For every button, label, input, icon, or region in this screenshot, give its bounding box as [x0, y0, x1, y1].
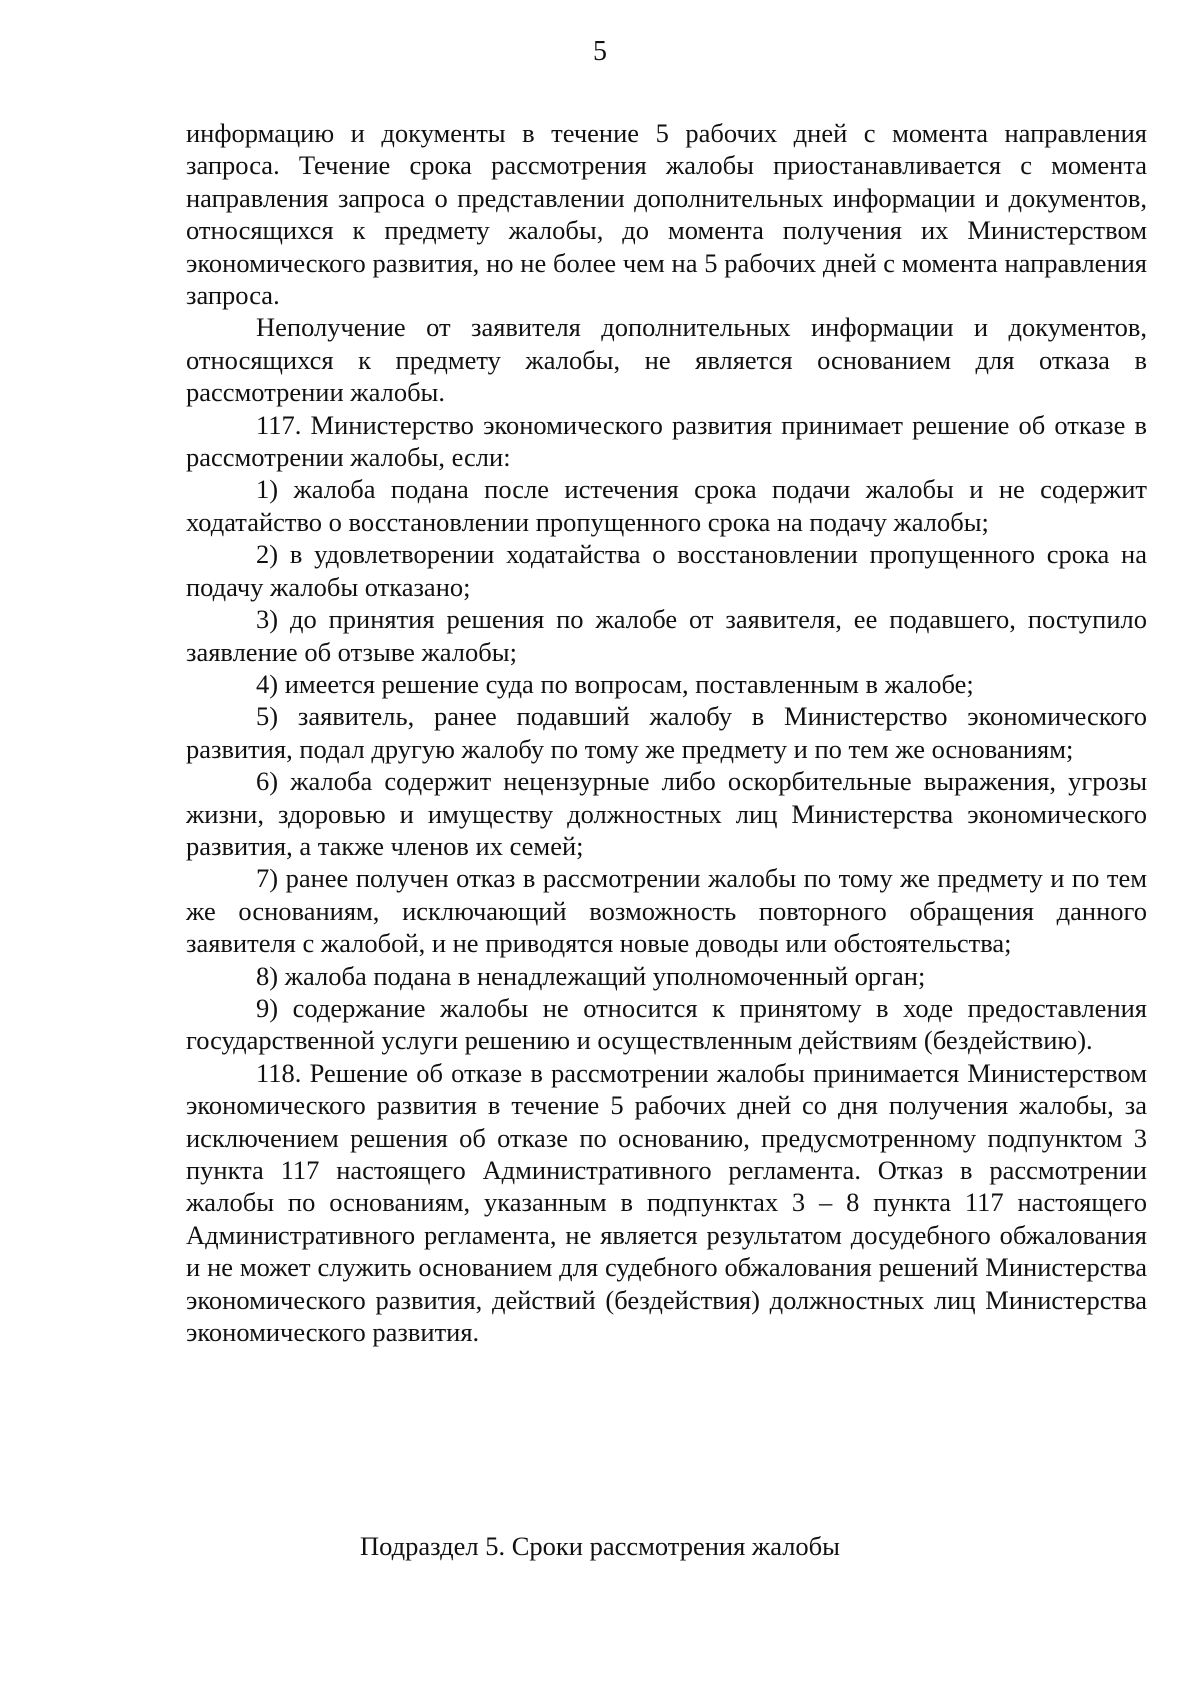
list-item-3: 3) до принятия решения по жалобе от заявителя, ее подавшего, поступило заявление об отзыве жалобы; — [186, 604, 1147, 667]
list-item-8: 8) жалоба подана в ненадлежащий уполномоченный орган; — [256, 960, 926, 991]
page-number: 5 — [593, 36, 607, 67]
paragraph-117: 117. Министерство экономического развития принимает решение об отказе в рассмотрении жалобы, если: — [186, 409, 1147, 473]
paragraph-118: 118. Решение об отказе в рассмотрении жалобы принимается Министерством экономического развития в течение 5 рабочих дней со дня получения жалобы, за исключением решения об отказе по основанию, предусмотренному подпунктом 3 пункта 117 настоящего Административного регламента. Отказ в рассмотрении жалобы по основаниям, указанным в подпунктах 3 – 8 пункта 117 настоящего Административного регламента, не является результатом досудебного обжалования и не может служить основанием для судебного обжалования решений Министерства экономического развития, действий (бездействия) должностных лиц Министерства экономического развития. — [186, 1057, 1147, 1348]
list-item-4: 4) имеется решение суда по вопросам, поставленным в жалобе; — [256, 668, 974, 699]
list-item-6: 6) жалоба содержит нецензурные либо оскорбительные выражения, угрозы жизни, здоровью и имуществу должностных лиц Министерства экономического развития, а также членов их семей; — [186, 766, 1147, 861]
list-item-9: 9) содержание жалобы не относится к принятому в ходе предоставления государственной услуги решению и осуществленным действиям (бездействию). — [186, 992, 1147, 1056]
list-item-2: 2) в удовлетворении ходатайства о восстановлении пропущенного срока на подачу жалобы отказано; — [186, 539, 1147, 602]
paragraph-non-receipt: Неполучение от заявителя дополнительных информации и документов, относящихся к предмету жалобы, не является основанием для отказа в рассмотрении жалобы. — [186, 312, 1147, 408]
list-item-1: 1) жалоба подана после истечения срока подачи жалобы и не содержит ходатайство о восстановлении пропущенного срока на подачу жалобы; — [186, 474, 1147, 537]
list-item-5: 5) заявитель, ранее подавший жалобу в Министерство экономического развития, подал другую жалобу по тому же предмету и по тем же основаниям; — [186, 701, 1147, 764]
document-body — [186, 117, 1147, 1348]
list-item-7: 7) ранее получен отказ в рассмотрении жалобы по тому же предмету и по тем же основаниям, исключающий возможность повторного обращения данного заявителя с жалобой, и не приводятся новые доводы или обстоятельства; — [186, 863, 1147, 959]
paragraph-continuation: информацию и документы в течение 5 рабочих дней с момента направления запроса. Течение срока рассмотрения жалобы приостанавливается с момента направления запроса о представлении дополнительных информации и документов, относящихся к предмету жалобы, до момента получения их Министерством экономического развития, но не более чем на 5 рабочих дней с момента направления запроса. — [186, 118, 1147, 311]
subsection-title: Подраздел 5. Сроки рассмотрения жалобы — [360, 1531, 840, 1561]
